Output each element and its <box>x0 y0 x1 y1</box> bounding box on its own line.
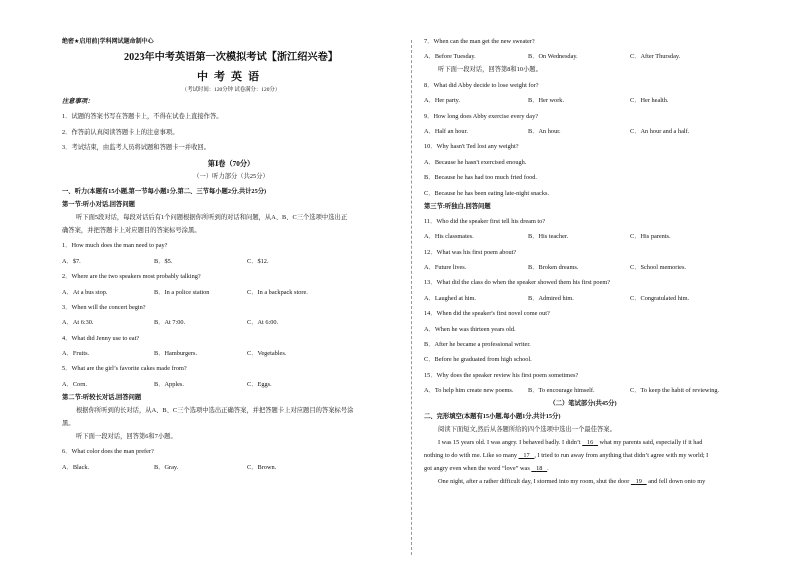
option-b: B．His teacher. <box>528 233 569 241</box>
option-b: B．After he became a professional writer. <box>424 341 531 349</box>
passage-text: and fell down onto my <box>646 478 706 486</box>
option-a: A．Her party. <box>424 97 460 105</box>
question-14 <box>424 310 742 372</box>
option-a: A．Because he hasn't exercised enough. <box>424 158 527 166</box>
notes-heading: 注意事项： <box>62 98 94 105</box>
option-c: C．Congratulated him. <box>630 294 690 302</box>
option-b: B．Hamburgers. <box>154 350 198 358</box>
option-a: A．$7. <box>62 257 81 265</box>
question-stem: 4．What did Jenny use to eat? <box>62 334 140 342</box>
option-a: A．To help him create new poems. <box>424 387 514 395</box>
passage-text: nothing to do with me. Like so many <box>424 452 519 460</box>
part1-title: 第Ⅰ卷（70分） <box>207 159 255 168</box>
option-b: B．Apples. <box>154 380 184 388</box>
sec3-title: 第三节:听独白,回答问题 <box>424 202 491 210</box>
option-c: C．After Thursday. <box>630 53 681 61</box>
question-15 <box>424 372 742 400</box>
subject-title: 中考英语 <box>197 71 265 83</box>
option-b: B．At 7:00. <box>154 319 186 327</box>
options-row <box>62 258 400 266</box>
exam-title: 2023年中考英语第一次模拟考试【浙江绍兴卷】 <box>124 52 338 63</box>
option-a: A．Laughed at him. <box>424 294 476 302</box>
column-divider <box>411 40 412 555</box>
question-4 <box>62 335 400 366</box>
question-11 <box>424 218 742 249</box>
options-row <box>62 464 400 472</box>
passage-text: , I tried to run away from anything that didn’t agree with my world; I <box>534 452 709 460</box>
question-13 <box>424 279 742 310</box>
option-c: C．Eggs. <box>247 380 272 388</box>
question-7 <box>424 38 742 66</box>
blank-18 <box>531 465 547 472</box>
option-b: B．Broken dreams. <box>528 264 579 272</box>
option-c: C．$12. <box>247 257 269 265</box>
sec1-instruction: 听下面5段对话，每段对话后有1个问题根据你所听到的对话和问题，从A、B、C三个选项中选出正 <box>76 213 348 221</box>
option-a: A．Future lives. <box>424 264 467 272</box>
passage-line <box>424 478 742 486</box>
question-12 <box>424 249 742 280</box>
passage-text: One night, after a rather difficult day, I stormed into my room, shut the door <box>438 478 631 486</box>
blank-number: 16 <box>586 439 594 447</box>
question-stem: 7．When can the man get the new sweater? <box>424 38 535 45</box>
passage-text: got angry even when the word “love” was <box>424 465 532 473</box>
passage-text: . <box>547 465 549 473</box>
option-b: B．To encourage himself. <box>528 387 595 395</box>
passage-text: what my parents said, especially if it had <box>597 439 703 447</box>
listening-subtitle: （一）听力部分（共25分） <box>193 172 269 180</box>
sec2-instruction: 听下面一段对话，回答第6和7小题。 <box>76 432 177 440</box>
blank-16 <box>582 439 598 446</box>
options-row <box>424 264 742 272</box>
options-row <box>424 53 742 61</box>
question-stem: 8．What did Abby decide to lose weight for? <box>424 81 539 89</box>
passage-text: I was 15 years old. I was angry. I behaved badly. I didn’t <box>438 439 583 447</box>
question-stem: 10．Why hasn't Ted lost any weight? <box>424 143 519 151</box>
options-row <box>62 381 400 389</box>
sec2-title: 第二节:听较长对话,回答问题 <box>62 393 142 401</box>
question-stem: 9．How long does Abby exercise every day? <box>424 112 539 120</box>
passage-line <box>424 439 742 447</box>
option-a: A．Half an hour. <box>424 127 468 135</box>
cloze-passage <box>424 439 742 486</box>
question-stem: 6．What color does the man prefer? <box>62 448 154 456</box>
blank-19 <box>631 478 647 485</box>
options-row <box>62 289 400 297</box>
question-stem: 5．What are the girl’s favorite cakes made from? <box>62 365 187 373</box>
right-column <box>424 38 742 486</box>
left-column <box>62 38 400 472</box>
question-stem: 11．Who did the speaker first tell his dream to? <box>424 217 546 225</box>
option-c: C．Vegetables. <box>247 350 287 358</box>
question-3 <box>62 304 400 335</box>
note-item: 2．作答前认真阅读答题卡上的注意事项。 <box>62 128 179 136</box>
written-part-title: （二）笔试部分(共45分) <box>549 400 617 408</box>
blank-17 <box>519 452 535 459</box>
exam-meta: （考试时间：120分钟 试卷满分：120分） <box>181 87 281 93</box>
option-a: A．His classmates. <box>424 233 474 241</box>
question-stem: 2．Where are the two speakers most probably talking? <box>62 273 201 281</box>
options-row <box>62 319 400 327</box>
option-a: A．Before Tuesday. <box>424 53 476 61</box>
option-b: B．Gray. <box>154 463 179 471</box>
option-b: B．On Wednesday. <box>528 53 578 61</box>
cloze-instruction: 阅读下面短文,然后从各题所给的四个选项中选出一个最佳答案。 <box>438 426 616 434</box>
question-10 <box>424 143 742 202</box>
question-stem: 1．How much does the man need to pay? <box>62 242 168 250</box>
options-row <box>424 295 742 303</box>
option-c: C．At 6:00. <box>247 319 279 327</box>
note-item: 3．考试结束，由监考人员将试题和答题卡一并收回。 <box>62 144 210 152</box>
blank-number: 19 <box>635 478 642 486</box>
option-c: C．Because he has been eating late-night snacks. <box>424 189 550 197</box>
question-6 <box>62 448 400 471</box>
option-b: B．An hour. <box>528 127 561 135</box>
option-c: C．To keep the habit of reviewing. <box>630 387 720 395</box>
confidential-tag: 绝密★启用前|学科网试题命制中心 <box>62 38 154 45</box>
option-b: B．Admired him. <box>528 294 574 302</box>
question-stem: 13．What did the class do when the speaker showed them his first poem? <box>424 279 611 287</box>
options-row <box>424 387 742 395</box>
sec1-title: 第一节:听小对话,回答问题 <box>62 200 135 208</box>
option-b: B．Because he has had too much fried food. <box>424 174 537 182</box>
option-c: C．Her health. <box>630 97 669 105</box>
option-b: B．Her work. <box>528 97 565 105</box>
option-c: C．Brown. <box>247 463 277 471</box>
question-9 <box>424 113 742 144</box>
instruction-8-10: 听下面一段对话，回答第8和10小题。 <box>438 66 542 74</box>
listening-section-heading: 一、听力(本题有15小题,第一节每小题1分,第二、三节每小题2分,共计25分) <box>62 187 267 195</box>
option-c: C．Before he graduated from high school. <box>424 356 532 364</box>
blank-number: 18 <box>536 465 543 473</box>
question-stem: 15．Why does the speaker review his first poem sometimes? <box>424 371 579 379</box>
option-a: A．At 6:30. <box>62 319 94 327</box>
question-stem: 12．What was his first poem about? <box>424 248 517 256</box>
option-b: B．$5. <box>154 257 173 265</box>
passage-line <box>424 465 742 473</box>
cloze-section-heading: 二、完形填空(本题有15小题,每小题1分,共计15分) <box>424 413 561 421</box>
question-5 <box>62 365 400 393</box>
option-a: A．Fruits. <box>62 350 90 358</box>
sec2-instruction: 根据你所听到的长对话，从A、B、C三个选项中选出正确答案，并把答题卡上对应题目的答案标号涂 <box>76 406 354 414</box>
option-c: C．His parents. <box>630 233 671 241</box>
question-2 <box>62 273 400 304</box>
option-a: A．At a bus stop. <box>62 288 108 296</box>
options-row <box>424 128 742 136</box>
note-item: 1．试题的答案书写在答题卡上，不得在试卷上直接作答。 <box>62 113 223 121</box>
options-row <box>424 97 742 105</box>
passage-line <box>424 452 742 460</box>
options-row <box>424 233 742 241</box>
option-c: C．School memories. <box>630 264 686 272</box>
option-a: A．Black. <box>62 463 90 471</box>
question-1 <box>62 242 400 273</box>
options-row <box>62 350 400 358</box>
option-a: A．When he was thirteen years old. <box>424 325 516 333</box>
question-8 <box>424 82 742 113</box>
option-c: C．An hour and a half. <box>630 127 690 135</box>
option-b: B．In a police station <box>154 288 210 296</box>
question-stem: 14．When did the speaker's first novel come out? <box>424 310 550 318</box>
option-a: A．Corn. <box>62 380 88 388</box>
blank-number: 17 <box>523 452 530 460</box>
option-c: C．In a backpack store. <box>247 288 308 296</box>
question-stem: 3．When will the concert begin? <box>62 303 146 311</box>
sec2-instruction: 黑。 <box>62 419 75 427</box>
sec1-instruction: 确答案，并把答题卡上对应题目的答案标号涂黑。 <box>62 226 201 234</box>
